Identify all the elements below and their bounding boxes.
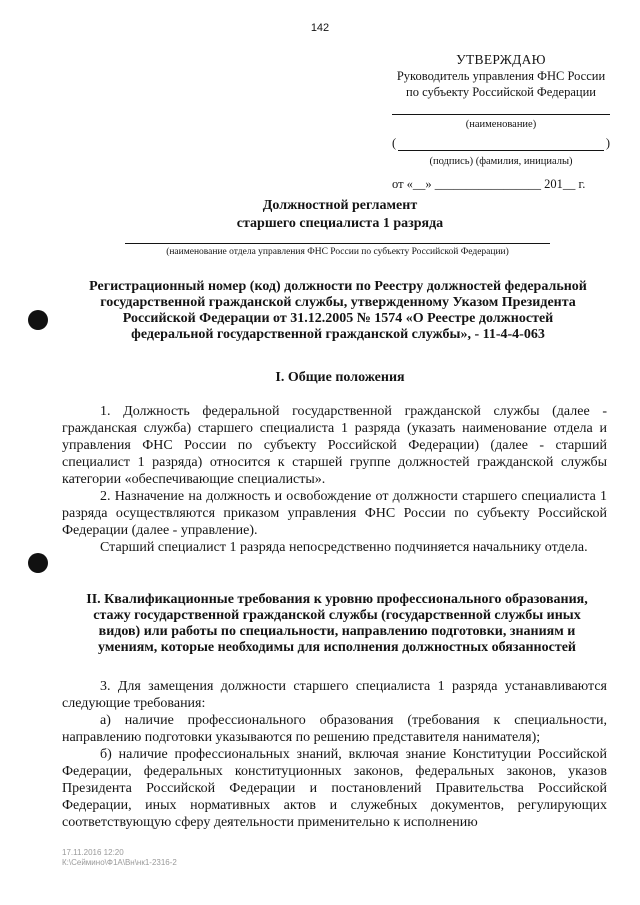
approval-signature-caption: (подпись) (фамилия, инициалы): [429, 156, 573, 167]
section1-paragraph: 2. Назначение на должность и освобождение от должности старшего специалиста 1 разряда осуществляются приказом управления ФНС России по субъекту Российской Федерации (далее - управление).: [62, 489, 607, 538]
section1-paragraph: 1. Должность федеральной государственной гражданской службы (далее - гражданская служба) старшего специалиста 1 разряда (указать наименование отдела и управления ФНС России по субъекту Российской Федерации) (далее - старший специалист 1 разряда) относится к старшей группе должностей гражданской службы категории «обеспечивающие специалисты».: [62, 404, 607, 487]
document-title: [0, 197, 640, 233]
section2-paragraph: а) наличие профессионального образования (требования к специальности, направлению подготовки указываются по решению представителя нанимателя);: [62, 713, 607, 745]
approval-heading: УТВЕРЖДАЮ: [456, 52, 546, 67]
registration-line1: Регистрационный номер (код) должности по Реестру должностей федеральной: [89, 279, 587, 294]
footnote-line2: К:\Сеймино\Ф1А\Вн\нк1-2316-2: [62, 858, 177, 867]
section2-heading-line3: видов) или работы по специальности, направлению подготовки, знаниям и: [98, 624, 576, 639]
section2-heading-line1: II. Квалификационные требования к уровню профессионального образования,: [86, 592, 588, 607]
section1-body: [62, 403, 607, 556]
punch-hole-mark: [28, 553, 48, 573]
section2-body: [62, 678, 607, 831]
footnote-line1: 17.11.2016 12:20: [62, 848, 124, 857]
section2-paragraph: б) наличие профессиональных знаний, включая знание Конституции Российской Федерации, федеральных конституционных законов, федеральных законов, указов Президента Российской Федерации и постановлений Правительства Российской Федерации, иных нормативных актов и служебных документов, регулирующих соответствующую сферу деятельности применительно к исполнению: [62, 747, 607, 830]
section2-heading: [62, 592, 612, 656]
title-line2: старшего специалиста 1 разряда: [236, 216, 444, 231]
approval-name-line: [392, 100, 610, 115]
department-caption: (наименование отдела управления ФНС России по субъекту Российской Федерации): [125, 243, 550, 259]
title-line1: Должностной регламент: [262, 198, 418, 213]
section2-heading-line2: стажу государственной гражданской службы (государственной службы иных: [93, 608, 581, 623]
approval-block: [392, 52, 610, 192]
approval-position-line2: по субъекту Российской Федерации: [406, 85, 596, 99]
registration-line3: Российской Федерации от 31.12.2005 № 1574 «О Реестре должностей: [122, 311, 554, 326]
approval-date-line: от «__» _________________ 201__ г.: [392, 177, 586, 191]
registration-number: [63, 279, 613, 343]
approval-position-line1: Руководитель управления ФНС России: [396, 69, 606, 83]
registration-line4: федеральной государственной гражданской службы», - 11-4-4-063: [131, 327, 545, 342]
section2-heading-line4: умениям, которые необходимы для исполнения должностных обязанностей: [98, 640, 576, 655]
section1-heading: I. Общие положения: [275, 370, 405, 385]
section1-paragraph: Старший специалист 1 разряда непосредственно подчиняется начальнику отдела.: [100, 540, 588, 555]
approval-signature-line: [392, 135, 610, 151]
paren-close: ): [605, 136, 610, 150]
scan-footnote: [62, 848, 177, 868]
page-number: 142: [310, 22, 330, 34]
registration-line2: государственной гражданской службы, утвержденному Указом Президента: [100, 295, 576, 310]
approval-name-caption: (наименование): [465, 119, 537, 130]
paren-open: (: [392, 136, 397, 150]
punch-hole-mark: [28, 310, 48, 330]
section2-paragraph: 3. Для замещения должности старшего специалиста 1 разряда устанавливаются следующие требования:: [62, 679, 607, 711]
